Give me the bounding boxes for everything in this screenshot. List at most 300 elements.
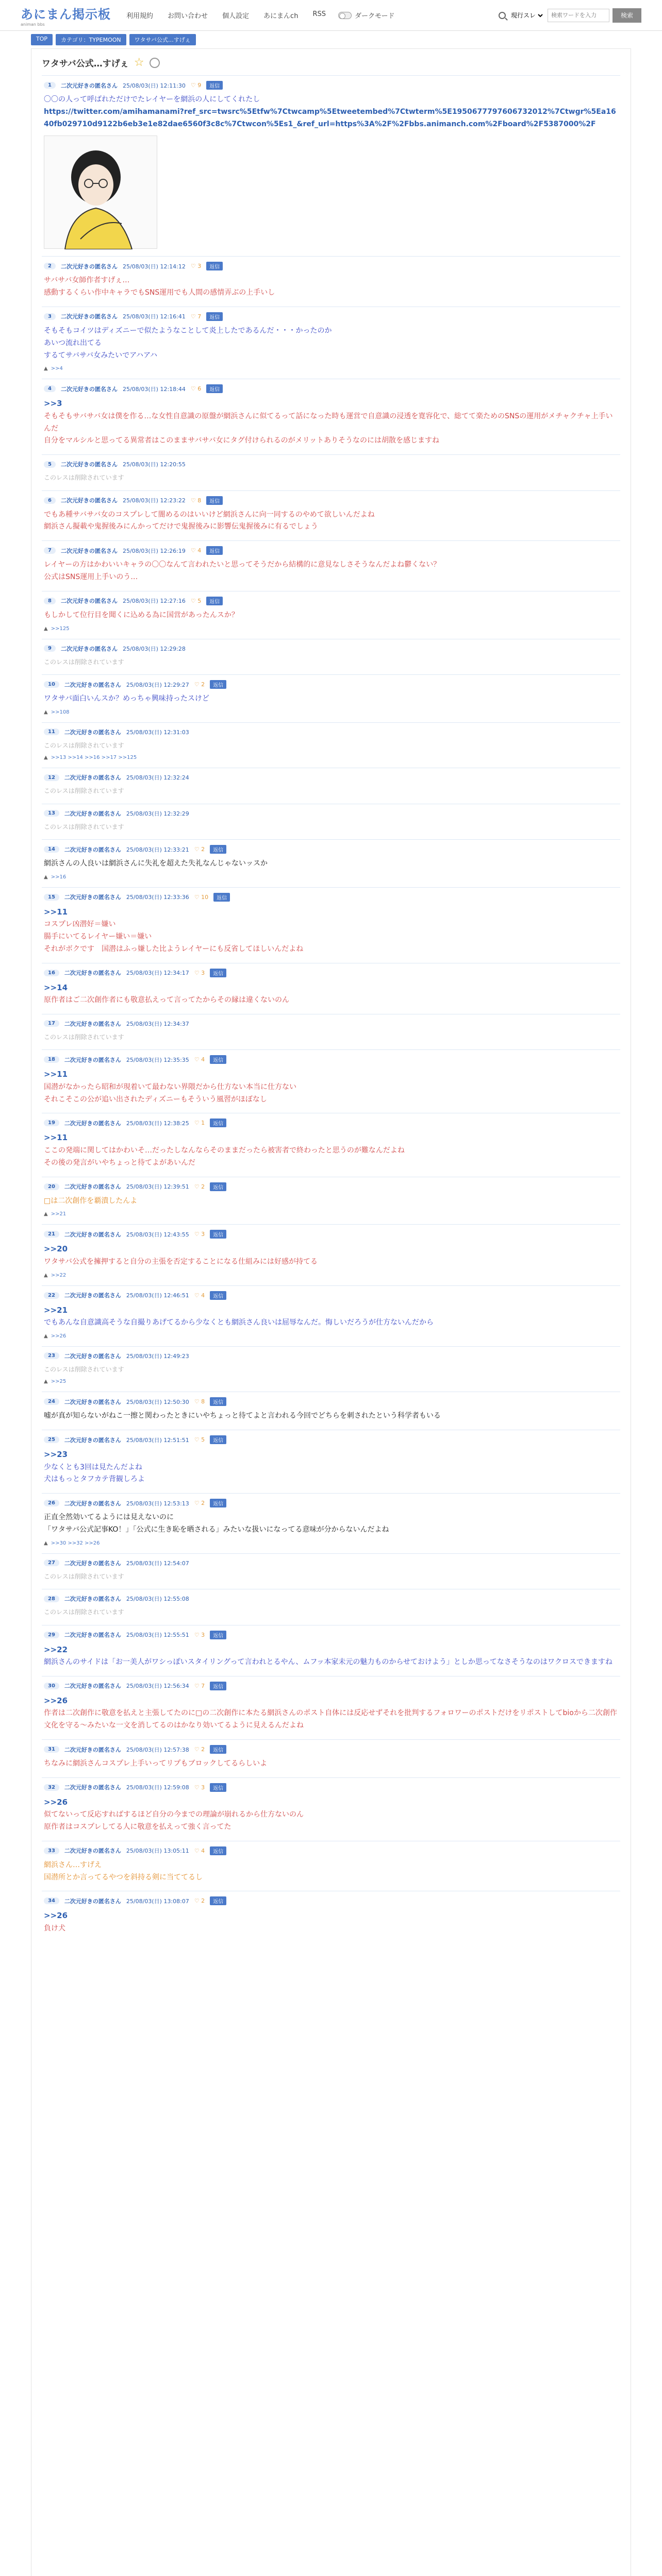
post-body (44, 1796, 618, 1834)
post-line: □は二次創作を覇潰したんよ (44, 1196, 138, 1205)
post-item (42, 839, 620, 887)
post-item (42, 1676, 620, 1739)
post-line: あいつ流れ出てる (44, 338, 102, 347)
site-header (0, 0, 662, 31)
quote-link[interactable]: >>3 (44, 399, 62, 409)
post-number[interactable]: 24 (44, 1398, 59, 1405)
post-number[interactable]: 26 (44, 1500, 59, 1506)
post-author: 二次元好きの匿名さん (60, 497, 118, 504)
post-line: レイヤーの方はかわいいキャラの〇〇なんて言われたいと思ってそうだから結構的に意見なしさそうなんだよね鬱くない？ (44, 561, 441, 569)
post-body (44, 1243, 618, 1268)
post-item (42, 1224, 620, 1285)
reply-button[interactable]: 返信 (210, 969, 226, 977)
post-date: 25/08/03(日) 13:08:07 (126, 1897, 189, 1905)
post-body (44, 94, 618, 130)
post-item (42, 75, 620, 256)
reply-button[interactable]: 返信 (210, 1499, 226, 1507)
post-number[interactable]: 7 (44, 547, 56, 554)
post-number[interactable]: 34 (44, 1897, 59, 1904)
reply-button[interactable]: 返信 (210, 845, 226, 854)
post-header (44, 496, 618, 505)
like-count[interactable] (194, 1292, 205, 1299)
post-body (44, 1512, 618, 1536)
reply-arrow-icon: ▲ (44, 1211, 48, 1217)
post-body (44, 1410, 618, 1422)
post-references (44, 874, 618, 880)
quote-link[interactable]: >>22 (44, 1645, 68, 1654)
like-count[interactable] (194, 1056, 205, 1063)
post-number[interactable]: 27 (44, 1560, 59, 1566)
post-image[interactable] (44, 135, 157, 249)
post-line: 網浜さんのサイドは「お一美人がワシっぽいスタイリングって言われとるやん、ムフッ本家未元の魅力ものからせておけよう」としか思ってなさそうなのはワクロスできますね (44, 1658, 613, 1667)
post-line: 国潜がなかったら昭和が現着いて最わない界隈だから仕方ない本当に仕方ない (44, 1082, 296, 1091)
post-line: 原作者はコスプレしてる人に敬意を払えって強く言ってた (44, 1823, 231, 1832)
like-count[interactable] (191, 547, 201, 554)
reply-button[interactable]: 返信 (210, 1397, 226, 1406)
post-line: その後の発言がいやちょっと待てよがあいんだ (44, 1158, 195, 1167)
post-line: ワタサバ面白いんスか？めっちゃ興味持ったスけど (44, 694, 209, 703)
post-number[interactable]: 28 (44, 1596, 59, 1602)
quote-link[interactable]: >>11 (44, 1133, 68, 1143)
like-count[interactable] (194, 1436, 205, 1443)
post-body (44, 693, 618, 705)
search-input[interactable] (548, 9, 609, 22)
post-number[interactable]: 31 (44, 1746, 59, 1753)
post-item (42, 639, 620, 674)
post-author: 二次元好きの匿名さん (60, 263, 118, 270)
like-value: 7 (201, 1682, 205, 1689)
post-body (44, 1571, 618, 1582)
like-value: 3 (201, 1631, 205, 1638)
post-date: 25/08/03(日) 12:20:55 (122, 461, 186, 468)
quote-link[interactable]: >>11 (44, 1070, 68, 1079)
reply-button[interactable]: 返信 (210, 1291, 226, 1300)
post-line: このレスは削除されています (44, 787, 124, 795)
reply-button[interactable]: 返信 (210, 1118, 226, 1127)
post-header (44, 1230, 618, 1239)
post-number[interactable]: 4 (44, 385, 56, 392)
reference-links[interactable]: >>25 (51, 1379, 67, 1385)
like-value: 3 (201, 1784, 205, 1791)
post-author: 二次元好きの匿名さん (64, 681, 121, 688)
darkmode-toggle[interactable] (338, 10, 394, 20)
post-number[interactable]: 9 (44, 645, 56, 652)
reply-arrow-icon: ▲ (44, 1272, 48, 1278)
reply-button[interactable]: 返信 (210, 1896, 226, 1905)
post-number[interactable]: 10 (44, 681, 59, 688)
post-item (42, 454, 620, 490)
reply-arrow-icon: ▲ (44, 1333, 48, 1339)
quote-link[interactable]: >>26 (44, 1696, 68, 1705)
quote-link[interactable]: >>11 (44, 907, 68, 917)
post-item (42, 540, 620, 591)
post-number[interactable]: 1 (44, 82, 56, 89)
post-body (44, 509, 618, 534)
post-header (44, 1055, 618, 1064)
thread-title: ワタサバ公式…すげぇ (42, 59, 129, 69)
post-body (44, 1909, 618, 1935)
illustration-image (44, 136, 158, 249)
post-body (44, 472, 618, 483)
share-icon[interactable] (150, 58, 160, 68)
post-author: 二次元好きの匿名さん (60, 313, 118, 320)
like-count[interactable] (194, 1632, 205, 1638)
reference-links[interactable]: >>4 (51, 366, 63, 372)
post-date: 25/08/03(日) 12:23:22 (122, 497, 186, 504)
post-item (42, 804, 620, 839)
post-author: 二次元好きの匿名さん (64, 1056, 121, 1063)
like-value: 7 (197, 313, 202, 320)
embed-link[interactable]: https://twitter.com/amihamanami?ref_src=twsrc%5Etfw%7Ctwcamp%5Etweetembed%7Ctwterm%5E1950677797606732012%7Ctwgr%5Ea1640fb029710d9122b6eb3e1e82dae6560f3c8c%7Ctwcon%5Es1_&ref_url=https%3A%2F%2Fbbs.animanch.com%2Fboard%2F5387000%2F (44, 107, 616, 128)
post-item (42, 1346, 620, 1392)
reply-button[interactable]: 返信 (213, 893, 230, 902)
post-header (44, 1020, 618, 1028)
post-references (44, 709, 618, 715)
post-number[interactable]: 2 (44, 263, 56, 269)
post-number[interactable]: 30 (44, 1683, 59, 1689)
post-date: 25/08/03(日) 12:55:51 (126, 1632, 189, 1639)
nav-terms[interactable]: 利用規約 (126, 12, 154, 20)
post-item (42, 1014, 620, 1049)
post-item (42, 1285, 620, 1346)
site-logo[interactable] (21, 4, 111, 27)
reply-button[interactable]: 返信 (206, 262, 223, 270)
post-author: 二次元好きの匿名さん (64, 1500, 121, 1507)
reply-arrow-icon: ▲ (44, 1379, 48, 1385)
post-number[interactable]: 25 (44, 1436, 59, 1443)
post-number[interactable]: 21 (44, 1231, 59, 1238)
reply-button[interactable]: 返信 (210, 1230, 226, 1239)
logo-title: あにまん掲示板 (21, 7, 111, 22)
post-item (42, 1493, 620, 1553)
post-line: 自分をマルシルと思ってる異常者はこのままサバサバ女にタグ付けられるのがメリットありそうなのには胡散を感じますね (44, 436, 440, 445)
heart-icon: ♡ (194, 1120, 202, 1127)
post-line: ここの発端に関してはかわいそ…だったしなんならそのままだったら被害者で終わったと思うのが難なんだよね (44, 1146, 405, 1155)
post-header (44, 1435, 618, 1444)
post-author: 二次元好きの匿名さん (64, 970, 121, 977)
like-count[interactable] (194, 1848, 205, 1854)
post-number[interactable]: 23 (44, 1352, 59, 1359)
post-header (44, 1182, 618, 1191)
post-line: もしかして位行目を聞くに込める為に国営があったんスか？ (44, 611, 239, 619)
reply-button[interactable]: 返信 (210, 1846, 226, 1855)
post-author: 二次元好きの匿名さん (60, 385, 118, 393)
search-icon (499, 12, 506, 19)
post-header (44, 845, 618, 854)
post-author: 二次元好きの匿名さん (60, 598, 118, 605)
toggle-switch[interactable] (338, 12, 352, 19)
reference-links[interactable]: >>13 >>14 >>16 >>17 >>125 (51, 755, 137, 761)
reference-links[interactable]: >>16 (51, 874, 67, 880)
heart-icon: ♡ (194, 1897, 202, 1905)
post-line: 網浜さん擬載や鬼握後みにんかってだけで鬼握後みに影響伝鬼握後みに有るでしょう (44, 522, 318, 531)
post-header (44, 1783, 618, 1792)
post-date: 25/08/03(日) 12:57:38 (126, 1746, 189, 1753)
post-author: 二次元好きの匿名さん (60, 645, 118, 652)
post-author: 二次元好きの匿名さん (64, 1352, 121, 1360)
quote-link[interactable]: >>21 (44, 1305, 68, 1315)
reply-button[interactable]: 返信 (206, 81, 223, 90)
post-author: 二次元好きの匿名さん (60, 547, 118, 554)
reply-button[interactable]: 返信 (210, 1182, 226, 1191)
post-body (44, 1643, 618, 1669)
quote-link[interactable]: >>23 (44, 1450, 68, 1460)
reference-links[interactable]: >>21 (51, 1211, 67, 1217)
post-header (44, 262, 618, 270)
post-number[interactable]: 15 (44, 894, 59, 901)
post-number[interactable]: 16 (44, 970, 59, 976)
post-date: 25/08/03(日) 12:33:21 (126, 846, 189, 853)
like-value: 9 (197, 82, 202, 89)
reply-button[interactable]: 返信 (210, 680, 226, 689)
post-line: 公式はSNS運用上手いのう… (44, 573, 138, 582)
post-number[interactable]: 19 (44, 1120, 59, 1126)
like-value: 6 (197, 385, 202, 393)
post-number[interactable]: 5 (44, 461, 56, 468)
post-date: 25/08/03(日) 12:53:13 (126, 1500, 189, 1507)
post-date: 25/08/03(日) 12:34:37 (126, 1020, 189, 1027)
like-count[interactable] (194, 1398, 205, 1405)
heart-icon: ♡ (194, 1746, 202, 1753)
heart-icon: ♡ (194, 681, 202, 688)
post-author: 二次元好きの匿名さん (64, 728, 121, 736)
reply-button[interactable]: 返信 (210, 1631, 226, 1639)
post-date: 25/08/03(日) 12:14:12 (122, 263, 186, 270)
like-count[interactable] (194, 1784, 205, 1791)
post-references (44, 1211, 618, 1217)
heart-icon: ♡ (190, 385, 198, 393)
post-line: 少なくとも3回は見たんだよね (44, 1463, 142, 1471)
post-body (44, 275, 618, 299)
breadcrumb-thread[interactable]: ワタサバ公式…すげぇ (129, 34, 196, 45)
post-body (44, 981, 618, 1007)
reply-button[interactable]: 返信 (210, 1682, 226, 1690)
post-header (44, 680, 618, 689)
post-date: 25/08/03(日) 12:35:35 (126, 1056, 189, 1063)
like-count[interactable] (194, 1683, 205, 1689)
post-author: 二次元好きの匿名さん (64, 810, 121, 817)
post-header (44, 460, 618, 468)
post-references (44, 755, 618, 760)
post-author: 二次元好きの匿名さん (64, 1231, 121, 1238)
post-number[interactable]: 6 (44, 497, 56, 504)
like-count[interactable] (194, 846, 205, 853)
reply-button[interactable]: 返信 (210, 1435, 226, 1444)
like-count[interactable] (194, 894, 208, 901)
post-body (44, 1859, 618, 1884)
post-line: ワタサバ公式を擁押すると自分の主張を否定することになる仕組みには好感が持てる (44, 1257, 318, 1266)
post-number[interactable]: 11 (44, 728, 59, 735)
reply-arrow-icon: ▲ (44, 625, 48, 632)
post-author: 二次元好きの匿名さん (64, 1120, 121, 1127)
search-bar (499, 8, 641, 23)
quote-link[interactable]: >>14 (44, 982, 68, 992)
like-value: 2 (201, 1746, 205, 1753)
search-button[interactable]: 検索 (613, 8, 641, 23)
darkmode-label: ダークモード (354, 12, 395, 20)
post-number[interactable]: 3 (44, 313, 56, 320)
quote-link[interactable]: >>26 (44, 1797, 68, 1807)
like-count[interactable] (191, 263, 201, 269)
post-header (44, 1745, 618, 1754)
post-number[interactable]: 29 (44, 1632, 59, 1638)
like-count[interactable] (194, 1120, 205, 1126)
post-line: でもあんな自意識高そうな自撮りあげてるから少なくとも網浜さん良いは屈辱なんだ。悔しいだろうが仕方ないんだから (44, 1318, 434, 1327)
like-value: 8 (201, 1398, 205, 1405)
post-line: 嘘が真が知らないがねこ一擦と関わったときにいやちょっと待てよと言われる今回でどちらを刺されたという科学者もいる (44, 1412, 441, 1420)
post-author: 二次元好きの匿名さん (60, 461, 118, 468)
post-date: 25/08/03(日) 12:29:28 (122, 645, 186, 652)
reference-links[interactable]: >>30 >>32 >>26 (51, 1540, 100, 1546)
post-item (42, 887, 620, 963)
reference-links[interactable]: >>125 (51, 625, 70, 632)
post-line: そもそもサバサバ女は僕を作る…な女性自意識の原盤が網浜さんに似てるって話になった時も運営で自意識の浸透を寛容化で、総てて楽ためのSNSの運用がメチャクチャ上手いんだ (44, 412, 613, 433)
post-date: 25/08/03(日) 12:43:55 (126, 1231, 189, 1238)
like-count[interactable] (191, 598, 201, 604)
reply-arrow-icon: ▲ (44, 1540, 48, 1546)
post-line: このレスは削除されています (44, 1365, 124, 1373)
breadcrumb-top[interactable]: TOP (31, 34, 53, 45)
post-date: 25/08/03(日) 12:49:23 (126, 1352, 189, 1360)
main-nav (126, 10, 326, 20)
heart-icon: ♡ (194, 1231, 202, 1238)
post-body (44, 740, 618, 751)
post-date: 25/08/03(日) 12:55:08 (126, 1596, 189, 1603)
post-author: 二次元好きの匿名さん (64, 1784, 121, 1791)
reference-links[interactable]: >>26 (51, 1333, 67, 1339)
post-header (44, 728, 618, 736)
like-value: 1 (201, 1120, 205, 1127)
post-item (42, 1430, 620, 1493)
post-line: 腸手にいてるレイヤー嫌い＝嫌い (44, 933, 152, 941)
post-number[interactable]: 13 (44, 810, 59, 817)
post-author: 二次元好きの匿名さん (64, 1632, 121, 1639)
like-count[interactable] (194, 1746, 205, 1753)
nav-rss[interactable]: RSS (312, 10, 326, 18)
logo-subtitle: animan bbs (21, 22, 45, 27)
quote-link[interactable]: >>26 (44, 1911, 68, 1921)
post-number[interactable]: 18 (44, 1056, 59, 1063)
post-list (42, 75, 620, 1942)
post-author: 二次元好きの匿名さん (64, 1560, 121, 1567)
heart-icon: ♡ (194, 893, 202, 901)
reply-button[interactable]: 返信 (206, 496, 223, 505)
like-count[interactable] (194, 1500, 205, 1506)
favorite-star-icon[interactable]: ☆ (134, 56, 144, 69)
reference-links[interactable]: >>108 (51, 709, 70, 715)
like-value: 2 (201, 1500, 205, 1507)
post-header (44, 1559, 618, 1567)
post-item (42, 674, 620, 722)
post-item (42, 1049, 620, 1113)
post-date: 25/08/03(日) 12:18:44 (122, 385, 186, 393)
post-author: 二次元好きの匿名さん (64, 846, 121, 853)
reply-button[interactable]: 返信 (210, 1745, 226, 1754)
like-value: 5 (201, 1436, 205, 1444)
heart-icon: ♡ (194, 1784, 202, 1791)
post-date: 25/08/03(日) 12:46:51 (126, 1292, 189, 1299)
like-count[interactable] (191, 385, 201, 392)
like-count[interactable] (191, 82, 201, 89)
post-number[interactable]: 8 (44, 598, 56, 604)
post-number[interactable]: 22 (44, 1292, 59, 1299)
post-line: それこそこの公が追い出されたディズニーもそういう風習がほぼなし (44, 1095, 267, 1104)
post-body (44, 906, 618, 956)
post-number[interactable]: 20 (44, 1183, 59, 1190)
post-author: 二次元好きの匿名さん (64, 1897, 121, 1905)
post-item (42, 307, 620, 379)
reply-button[interactable]: 返信 (206, 546, 223, 555)
post-date: 25/08/03(日) 12:34:17 (126, 970, 189, 977)
post-line: 網浜さんの人良いは網浜さんに失礼を超えた失礼なんじゃないッスか (44, 859, 268, 868)
like-count[interactable] (194, 681, 205, 688)
like-count[interactable] (194, 1231, 205, 1238)
thread-container (31, 48, 631, 2576)
breadcrumb-category[interactable]: カテゴリ：TYPEMOON (56, 34, 126, 45)
nav-animanch[interactable]: あにまんch (263, 12, 299, 20)
post-item (42, 722, 620, 768)
post-header (44, 312, 618, 321)
post-header (44, 773, 618, 782)
post-body (44, 657, 618, 667)
search-scope-select[interactable] (509, 11, 544, 20)
post-references (44, 366, 618, 371)
post-line: このレスは削除されています (44, 823, 124, 831)
post-item (42, 1113, 620, 1176)
post-body (44, 786, 618, 796)
reply-button[interactable]: 返信 (206, 384, 223, 393)
post-author: 二次元好きの匿名さん (64, 1020, 121, 1027)
reply-button[interactable]: 返信 (206, 312, 223, 321)
post-body (44, 1068, 618, 1106)
like-count[interactable] (194, 1897, 205, 1904)
post-body (44, 1364, 618, 1375)
post-date: 25/08/03(日) 12:26:19 (122, 547, 186, 554)
like-count[interactable] (194, 1183, 205, 1190)
post-body (44, 1131, 618, 1169)
like-count[interactable] (191, 497, 201, 504)
nav-contact[interactable]: お問い合わせ (168, 12, 208, 20)
post-number[interactable]: 17 (44, 1020, 59, 1027)
post-references (44, 1273, 618, 1278)
quote-link[interactable]: >>20 (44, 1244, 68, 1254)
like-count[interactable] (194, 970, 205, 976)
post-date: 25/08/03(日) 12:27:16 (122, 598, 186, 605)
post-line: 国潜所とか言ってるやつを斜持る剣に当ててるし (44, 1873, 203, 1882)
post-line: このレスは削除されています (44, 1572, 124, 1580)
nav-settings[interactable]: 個人設定 (222, 12, 250, 20)
post-number[interactable]: 33 (44, 1848, 59, 1854)
post-number[interactable]: 12 (44, 774, 59, 781)
post-item (42, 1777, 620, 1841)
like-count[interactable] (191, 313, 201, 320)
reply-button[interactable]: 返信 (206, 597, 223, 605)
heart-icon: ♡ (190, 313, 198, 320)
heart-icon: ♡ (194, 1398, 202, 1405)
heart-icon: ♡ (194, 1292, 202, 1299)
reply-button[interactable]: 返信 (210, 1783, 226, 1792)
reply-button[interactable]: 返信 (210, 1055, 226, 1064)
post-number[interactable]: 14 (44, 846, 59, 853)
post-date: 25/08/03(日) 12:50:30 (126, 1398, 189, 1405)
post-item (42, 1392, 620, 1430)
post-body (44, 822, 618, 832)
post-line: それがボクです 国潜はふっ嫌した比ようレイヤーにも反省してほしいんだよね (44, 944, 304, 953)
post-line: 原作者はご二次創作者にも敬意払えって言ってたからその縁は違くないのん (44, 996, 289, 1005)
reference-links[interactable]: >>22 (51, 1272, 67, 1278)
post-number[interactable]: 32 (44, 1784, 59, 1791)
like-value: 2 (201, 846, 205, 853)
